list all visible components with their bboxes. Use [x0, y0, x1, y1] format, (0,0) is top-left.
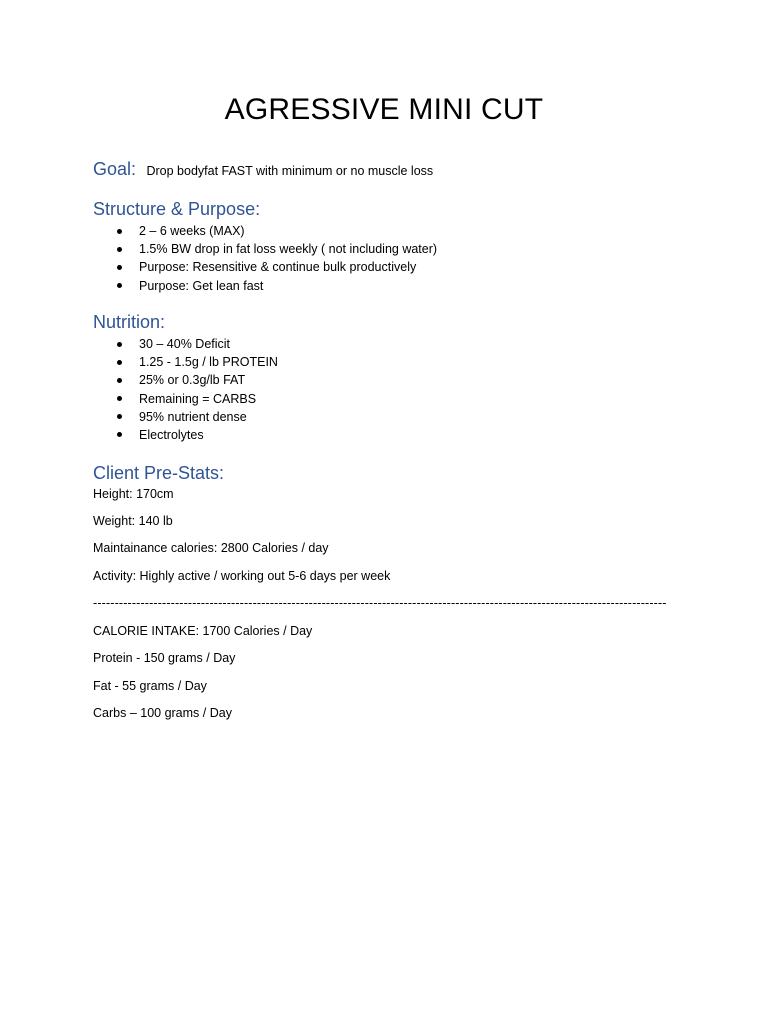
fat-intake: Fat - 55 grams / Day	[93, 679, 207, 693]
list-item-text: Electrolytes	[139, 427, 204, 442]
list-item-text: Purpose: Resensitive & continue bulk productively	[139, 260, 417, 275]
dashed-divider: -------------------------------------------------------------------------------------------------------------------------------------	[93, 596, 667, 610]
list-item	[93, 258, 437, 276]
list-item	[93, 240, 437, 258]
list-item-text: Purpose: Get lean fast	[139, 278, 264, 293]
list-item	[93, 408, 278, 426]
bullet-icon	[117, 432, 122, 437]
bullet-icon	[117, 378, 122, 383]
page-title: AGRESSIVE MINI CUT	[224, 93, 544, 126]
list-item	[93, 353, 278, 371]
client-activity: Activity: Highly active / working out 5-6 days per week	[93, 569, 391, 583]
list-item-text: 1.5% BW drop in fat loss weekly ( not including water)	[139, 242, 438, 257]
list-item-text: 2 – 6 weeks (MAX)	[139, 224, 245, 238]
nutrition-heading: Nutrition:	[93, 312, 166, 332]
bullet-icon	[117, 229, 122, 234]
client-weight: Weight: 140 lb	[93, 514, 173, 528]
carbs-intake: Carbs – 100 grams / Day	[93, 706, 232, 720]
bullet-icon	[117, 247, 122, 252]
goal-line	[93, 157, 433, 181]
list-item	[93, 277, 437, 295]
list-item	[93, 426, 278, 444]
client-height: Height: 170cm	[93, 487, 174, 501]
list-item	[93, 390, 278, 408]
client-maintenance-calories: Maintainance calories: 2800 Calories / day	[93, 541, 329, 555]
bullet-icon	[117, 283, 122, 288]
structure-heading: Structure & Purpose:	[93, 199, 261, 219]
client-stats-heading: Client Pre-Stats:	[93, 463, 225, 483]
list-item-text: Remaining = CARBS	[139, 391, 257, 406]
bullet-icon	[117, 342, 122, 347]
goal-label: Goal:	[93, 159, 137, 179]
bullet-icon	[117, 396, 122, 401]
bullet-icon	[117, 414, 122, 419]
list-item-text: 95% nutrient dense	[139, 409, 247, 424]
list-item	[93, 222, 437, 240]
bullet-icon	[117, 265, 122, 270]
list-item-text: 30 – 40% Deficit	[139, 337, 231, 351]
calorie-intake: CALORIE INTAKE: 1700 Calories / Day	[93, 624, 313, 638]
bullet-icon	[117, 360, 122, 365]
list-item	[93, 371, 278, 389]
nutrition-list	[93, 335, 278, 444]
structure-list	[93, 222, 437, 295]
goal-text: Drop bodyfat FAST with minimum or no muscle loss	[146, 164, 434, 178]
list-item-text: 1.25 - 1.5g / lb PROTEIN	[139, 355, 278, 370]
list-item	[93, 335, 278, 353]
protein-intake: Protein - 150 grams / Day	[93, 651, 236, 665]
list-item-text: 25% or 0.3g/lb FAT	[139, 373, 246, 388]
